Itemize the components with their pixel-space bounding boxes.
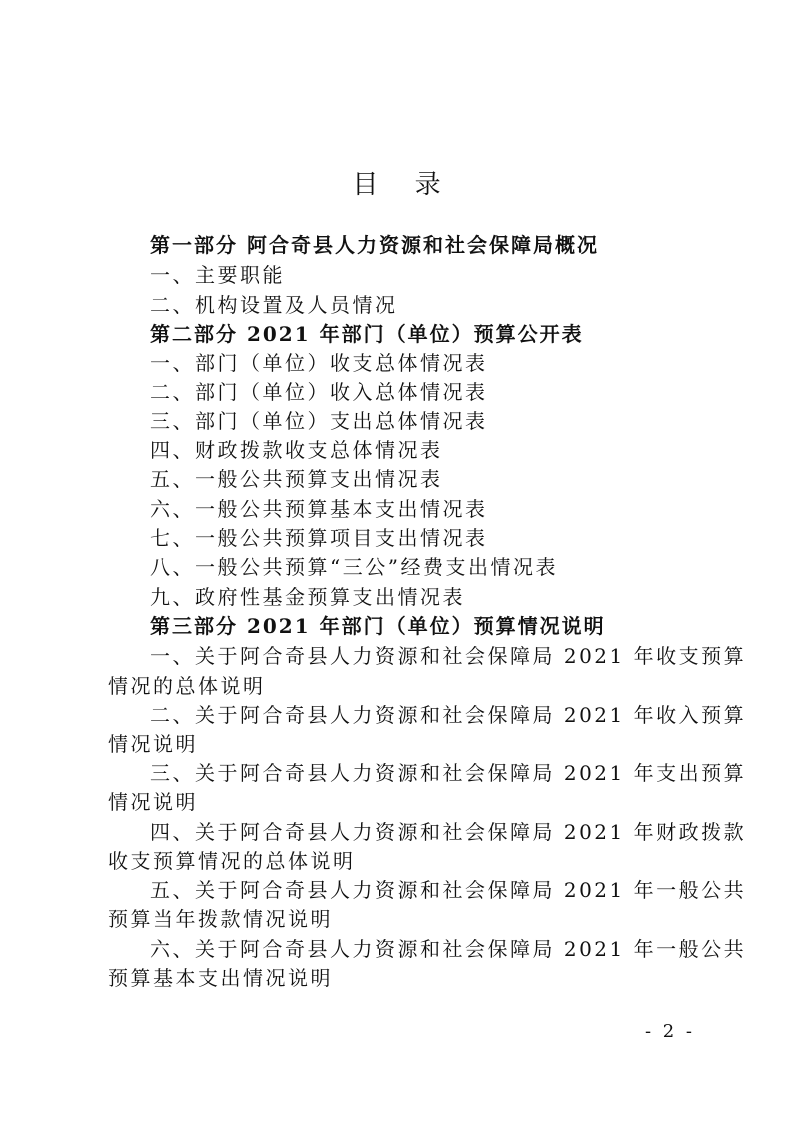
toc-entry: 三、部门（单位）支出总体情况表 [150, 409, 488, 433]
toc-entry-line1: 五、关于阿合奇县人力资源和社会保障局 2021 年一般公共 [150, 878, 747, 902]
toc-entry: 一、主要职能 [150, 263, 285, 287]
toc-entry: 一、部门（单位）收支总体情况表 [150, 351, 488, 375]
toc-entry-line2: 收支预算情况的总体说明 [108, 849, 356, 873]
toc-entry-line2: 情况说明 [108, 790, 198, 814]
toc-entry-line2: 情况的总体说明 [108, 674, 266, 698]
toc-entry: 四、财政拨款收支总体情况表 [150, 438, 443, 462]
toc-entry: 二、机构设置及人员情况 [150, 293, 398, 317]
toc-entry-line1: 六、关于阿合奇县人力资源和社会保障局 2021 年一般公共 [150, 937, 747, 961]
toc-entry: 八、一般公共预算“三公”经费支出情况表 [150, 555, 558, 579]
toc-title: 目 录 [352, 170, 455, 200]
toc-entry-line2: 预算当年拨款情况说明 [108, 907, 333, 931]
toc-entry-line1: 一、关于阿合奇县人力资源和社会保障局 2021 年收支预算 [150, 644, 747, 668]
section-heading-part1: 第一部分 阿合奇县人力资源和社会保障局概况 [150, 233, 599, 257]
section-heading-part2: 第二部分 2021 年部门（单位）预算公开表 [150, 322, 584, 346]
toc-entry-line2: 情况说明 [108, 732, 198, 756]
toc-entry: 七、一般公共预算项目支出情况表 [150, 526, 488, 550]
toc-entry: 六、一般公共预算基本支出情况表 [150, 497, 488, 521]
toc-entry: 二、部门（单位）收入总体情况表 [150, 380, 488, 404]
page-number: - 2 - [644, 1021, 695, 1042]
toc-entry-line1: 二、关于阿合奇县人力资源和社会保障局 2021 年收入预算 [150, 703, 747, 727]
toc-entry-line2: 预算基本支出情况说明 [108, 966, 333, 990]
toc-entry: 九、政府性基金预算支出情况表 [150, 585, 465, 609]
toc-entry-line1: 四、关于阿合奇县人力资源和社会保障局 2021 年财政拨款 [150, 820, 747, 844]
section-heading-part3: 第三部分 2021 年部门（单位）预算情况说明 [150, 614, 606, 638]
toc-entry-line1: 三、关于阿合奇县人力资源和社会保障局 2021 年支出预算 [150, 761, 747, 785]
toc-entry: 五、一般公共预算支出情况表 [150, 467, 443, 491]
